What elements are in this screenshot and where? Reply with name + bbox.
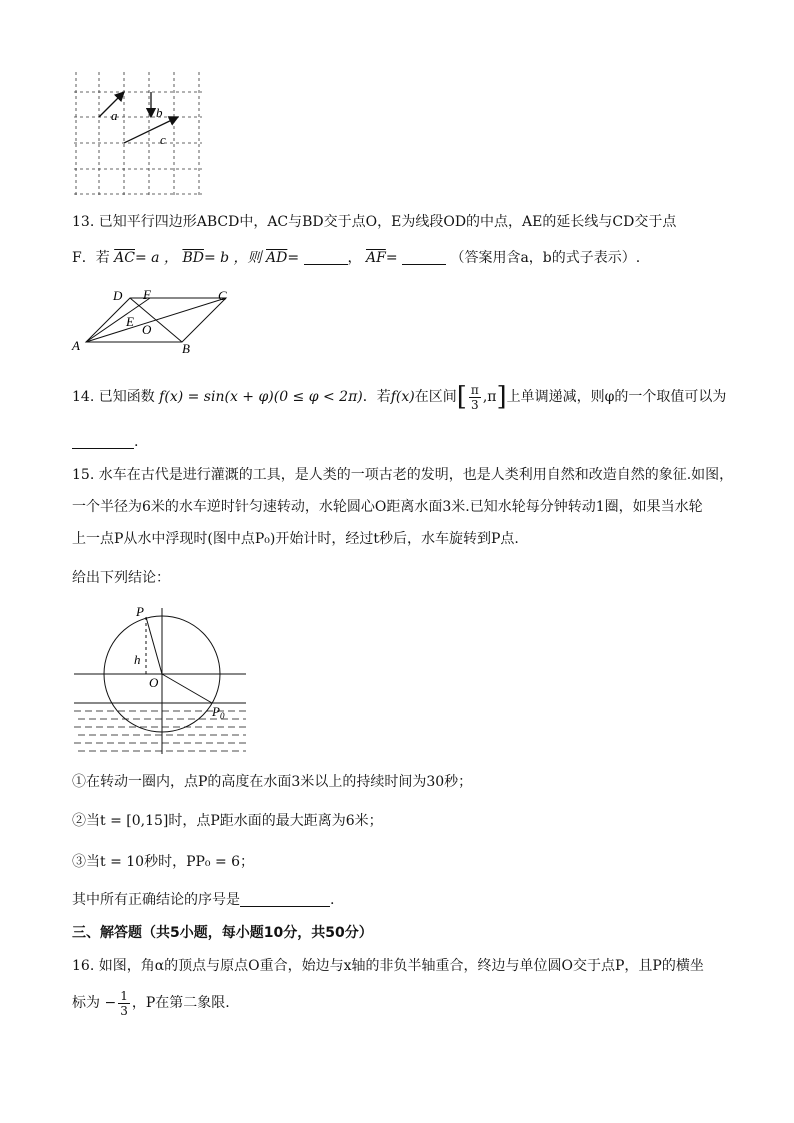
q14-line1 xyxy=(72,382,726,412)
q16-line1: 16. 如图，角α的顶点与原点O重合，始边与x轴的非负半轴重合，终边与单位圆O交于点P，且P的横坐 xyxy=(72,958,704,974)
point-O: O xyxy=(142,322,152,337)
answer-blank-q15[interactable] xyxy=(240,892,330,907)
q13-text-line1: 已知平行四边形ABCD中，AC与BD交于点O，E为线段OD的中点，AE的延长线与CD交于点 xyxy=(98,214,677,230)
eq-b: = b ，则 xyxy=(203,250,262,266)
vector-c xyxy=(124,117,178,143)
grid-lines xyxy=(74,72,202,197)
q15-ask-end: . xyxy=(330,892,335,908)
label-h: h xyxy=(134,652,141,667)
point-D: D xyxy=(113,288,123,303)
q14-mid: ．若 xyxy=(362,389,391,405)
q13-line2 xyxy=(72,248,640,268)
q14-line2 xyxy=(72,432,138,452)
point-P0: $P_0$ xyxy=(212,704,225,721)
q15-conclusion-1: ①在转动一圈内，点P的高度在水面3米以上的持续时间为30秒； xyxy=(72,774,473,790)
diagonal-BD xyxy=(130,298,182,342)
q13-if: F．若 xyxy=(72,250,110,266)
q15-conclusion-3: ③当t = 10秒时，PP₀ = 6； xyxy=(72,854,255,870)
parallelogram-figure xyxy=(70,286,240,356)
q14-end: . xyxy=(134,434,139,450)
point-B: B xyxy=(182,341,190,356)
left-bracket: [ xyxy=(456,382,467,412)
radius-OP0 xyxy=(162,674,212,703)
q15-ask xyxy=(72,890,334,910)
vector-grid-figure xyxy=(66,70,206,198)
q14-function: f(x) = sin(x + φ)(0 ≤ φ < 2π) xyxy=(159,389,363,405)
answer-blank-AF[interactable] xyxy=(402,250,446,265)
q14-interval-end: ,π xyxy=(482,389,497,405)
q15-line3: 上一点P从水中浮现时(图中点P₀)开始计时，经过t秒后，水车旋转到P点. xyxy=(72,531,519,547)
comma-sep: ， xyxy=(347,250,362,266)
fraction-pi-3: $\frac{\pi}{3}$ xyxy=(470,382,479,412)
answer-blank-q14[interactable] xyxy=(72,434,134,449)
eq-sign-1: = xyxy=(287,250,300,266)
q16-line2-post: ，P在第二象限. xyxy=(131,995,230,1011)
eq-a: = a ， xyxy=(135,250,178,266)
q16-line2 xyxy=(72,988,230,1018)
point-F: F xyxy=(143,287,151,302)
point-P: P xyxy=(136,604,144,619)
eq-sign-2: = xyxy=(385,250,398,266)
q15-conclusion-2: ②当t = [0,15]时，点P距水面的最大距离为6米； xyxy=(72,813,383,829)
section-3-heading: 三、解答题（共5小题，每小题10分，共50分） xyxy=(72,925,373,941)
q15-text-line1: 水车在古代是进行灌溉的工具，是人类的一项古老的发明，也是人类利用自然和改造自然的象征.如图， xyxy=(98,467,734,483)
point-O: O xyxy=(149,675,159,690)
q15-intro: 给出下列结论： xyxy=(72,570,170,586)
label-c: c xyxy=(160,132,166,147)
vector-AD: $\overline{AD}$ xyxy=(266,250,288,266)
q15-number: 15. xyxy=(72,467,95,483)
point-C: C xyxy=(218,288,227,303)
q14-post: 上单调递减，则φ的一个取值可以为 xyxy=(506,389,727,405)
point-A: A xyxy=(72,338,80,353)
q14-interval-pre: 在区间 xyxy=(414,389,457,405)
label-b: b xyxy=(156,105,163,120)
q15-line2: 一个半径为6米的水车逆时针匀速转动，水轮圆心O距离水面3米.已知水轮每分钟转动1圈，如果当水轮 xyxy=(72,499,703,515)
q14-number: 14. xyxy=(72,389,95,405)
vector-AC: $\overline{AC}$ xyxy=(114,250,135,266)
right-bracket: ] xyxy=(496,382,507,412)
radius-OP xyxy=(146,617,162,674)
vector-AF: $\overline{AF}$ xyxy=(365,250,386,266)
segment-AF xyxy=(86,298,150,342)
point-E: E xyxy=(126,314,134,329)
q15-line1 xyxy=(72,465,733,485)
q13-note: （答案用含a，b的式子表示）. xyxy=(450,250,641,266)
q15-ask-text: 其中所有正确结论的序号是 xyxy=(72,892,240,908)
water-wheel-figure xyxy=(70,598,250,756)
answer-blank-AD[interactable] xyxy=(304,250,348,265)
q16-line2-pre: 标为 − xyxy=(72,995,117,1011)
q14-fx: f(x) xyxy=(390,389,415,405)
q13-number: 13. xyxy=(72,214,95,230)
label-a: a xyxy=(111,108,118,123)
q14-pre: 已知函数 xyxy=(98,389,155,405)
vector-BD: $\overline{BD}$ xyxy=(182,250,204,266)
fraction-1-3: $\frac{1}{3}$ xyxy=(120,988,128,1018)
q13-line1 xyxy=(72,212,676,232)
